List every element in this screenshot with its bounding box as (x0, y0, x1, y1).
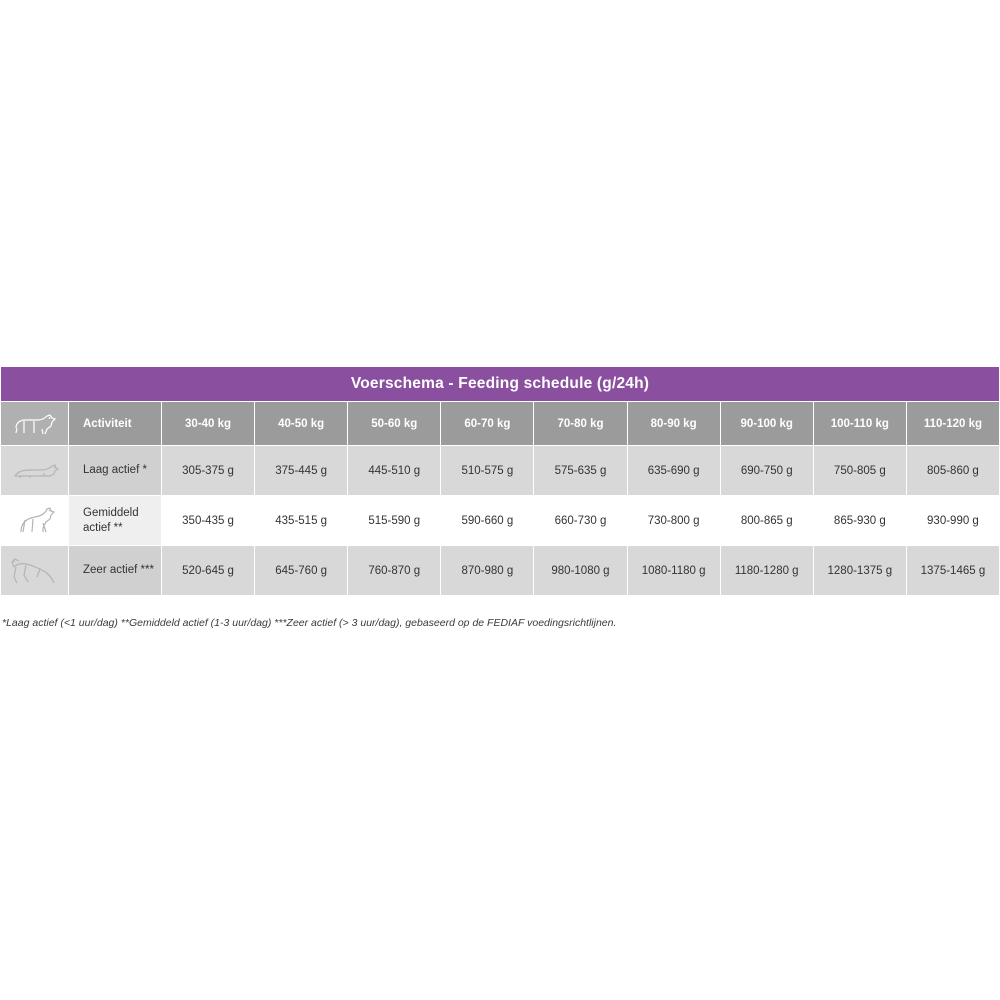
cell-0-1: 375-445 g (255, 446, 348, 496)
header-weight-2: 50-60 kg (348, 402, 441, 446)
dog-running-icon-cell (1, 546, 69, 596)
header-weight-4: 70-80 kg (534, 402, 627, 446)
cell-0-6: 690-750 g (720, 446, 813, 496)
page-title: Voerschema - Feeding schedule (g/24h) (1, 367, 1000, 402)
header-weight-8: 110-120 kg (906, 402, 999, 446)
header-activity-label: Activiteit (69, 402, 162, 446)
cell-2-7: 1280-1375 g (813, 546, 906, 596)
cell-1-4: 660-730 g (534, 496, 627, 546)
table-row (1, 496, 1000, 546)
header-weight-6: 90-100 kg (720, 402, 813, 446)
dog-sitting-icon-cell (1, 496, 69, 546)
cell-1-2: 515-590 g (348, 496, 441, 546)
table-row (1, 546, 1000, 596)
cell-2-2: 760-870 g (348, 546, 441, 596)
footnote: *Laag actief (<1 uur/dag) **Gemiddeld actief (1-3 uur/dag) ***Zeer actief (> 3 uur/dag), gebaseerd op de FEDIAF voedingsrichtlijnen. (2, 617, 617, 629)
cell-1-6: 800-865 g (720, 496, 813, 546)
header-weight-3: 60-70 kg (441, 402, 534, 446)
cell-2-1: 645-760 g (255, 546, 348, 596)
cell-1-0: 350-435 g (162, 496, 255, 546)
dog-running-icon (1, 557, 68, 585)
cell-0-7: 750-805 g (813, 446, 906, 496)
cell-0-0: 305-375 g (162, 446, 255, 496)
cell-2-8: 1375-1465 g (906, 546, 999, 596)
cell-0-8: 805-860 g (906, 446, 999, 496)
cell-0-5: 635-690 g (627, 446, 720, 496)
feeding-schedule-table (0, 366, 1000, 596)
cell-1-7: 865-930 g (813, 496, 906, 546)
header-weight-7: 100-110 kg (813, 402, 906, 446)
cell-1-8: 930-990 g (906, 496, 999, 546)
row-activity-label: Zeer actief *** (69, 546, 162, 596)
cell-2-4: 980-1080 g (534, 546, 627, 596)
cell-2-5: 1080-1180 g (627, 546, 720, 596)
header-weight-5: 80-90 kg (627, 402, 720, 446)
cell-1-3: 590-660 g (441, 496, 534, 546)
cell-2-0: 520-645 g (162, 546, 255, 596)
cell-2-3: 870-980 g (441, 546, 534, 596)
cell-0-2: 445-510 g (348, 446, 441, 496)
header-weight-1: 40-50 kg (255, 402, 348, 446)
cell-1-1: 435-515 g (255, 496, 348, 546)
dog-lying-icon (1, 460, 68, 482)
header-weight-0: 30-40 kg (162, 402, 255, 446)
table-title-row (1, 367, 1000, 402)
row-activity-label: Gemiddeld actief ** (69, 496, 162, 546)
row-activity-label: Laag actief * (69, 446, 162, 496)
feeding-schedule-table-wrapper (0, 366, 1000, 596)
dog-lying-icon-cell (1, 446, 69, 496)
dog-outline-icon (1, 412, 68, 436)
table-row (1, 446, 1000, 496)
dog-head-icon-cell (1, 402, 69, 446)
cell-0-3: 510-575 g (441, 446, 534, 496)
table-header-row (1, 402, 1000, 446)
cell-2-6: 1180-1280 g (720, 546, 813, 596)
dog-sitting-icon (1, 506, 68, 536)
cell-0-4: 575-635 g (534, 446, 627, 496)
cell-1-5: 730-800 g (627, 496, 720, 546)
